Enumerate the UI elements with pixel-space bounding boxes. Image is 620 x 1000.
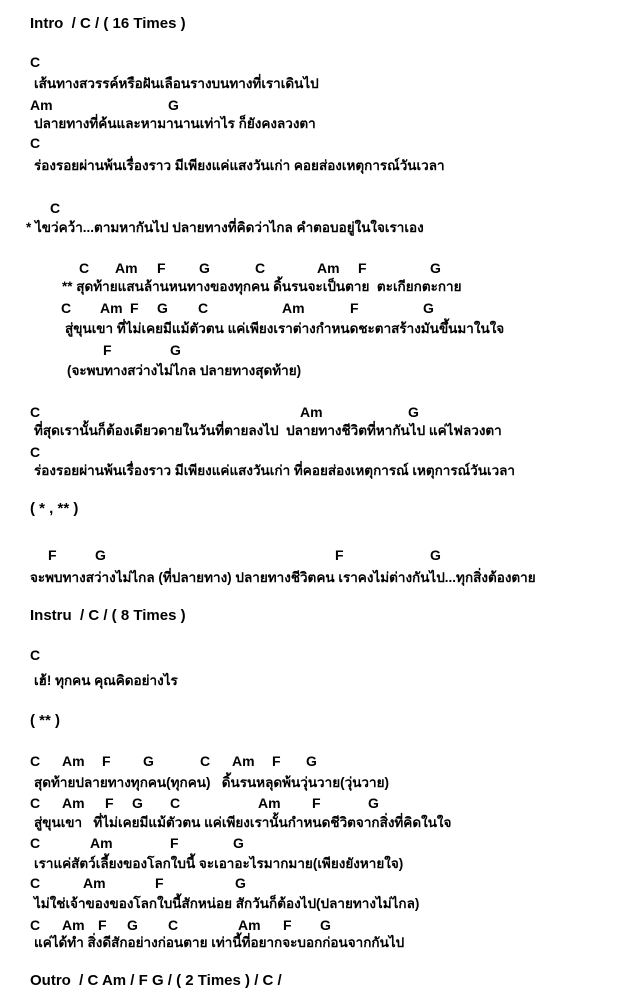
lyric-line [0,319,620,339]
lyric-line [0,671,620,691]
chord-label: C [61,300,72,316]
lyric-line [0,568,620,588]
chord-label: F [350,300,359,316]
chord-label: F [358,260,367,276]
chord-line [0,134,620,154]
chord-line [0,646,620,666]
chord-label: G [423,300,434,316]
chord-line [0,752,620,772]
chord-label: G [233,835,244,851]
lyric-text: สู่ขุนเขา ที่ไม่เคยมีแม้ตัวตน แค่เพียงเรานั้นกำหนดชีวิตจากสิ่งที่คิดในใจ [34,815,452,830]
chord-line [0,96,620,116]
chord-label: G [132,795,143,811]
chord-label: C [30,54,41,70]
lyric-line [0,461,620,481]
repeat-marker-text: ( * , ** ) [30,500,79,517]
chord-label: C [30,753,41,769]
lyric-text: * ไขว่คว้า...ตามหากันไป ปลายทางที่คิดว่าไกล คำตอบอยู่ในใจเราเอง [26,220,424,235]
lyric-line [0,277,620,297]
lyric-text: เส้นทางสวรรค์หรือฝันเลือนรางบนทางที่เราเดินไป [34,76,319,91]
chord-label: G [127,917,138,933]
chord-label: F [102,753,111,769]
lyric-text: ปลายทางที่ค้นและหามานานเท่าไร ก็ยังคงลวงตา [34,116,316,131]
chord-label: G [320,917,331,933]
chord-label: C [255,260,266,276]
section-header-line [0,971,620,991]
chord-line [0,341,620,361]
chord-label: G [430,547,441,563]
chord-label: Am [258,795,281,811]
lyric-line [0,421,620,441]
lyric-line [0,218,620,238]
lyric-text: ร่องรอยผ่านพ้นเรื่องราว มีเพียงแค่แสงวันเก่า ที่คอยส่องเหตุการณ์ เหตุการณ์วันเวลา [34,463,516,478]
chord-label: C [200,753,211,769]
chord-label: Am [300,404,323,420]
chord-label: G [199,260,210,276]
section-header-text: Instru / C / ( 8 Times ) [30,607,186,624]
lyric-line [0,933,620,953]
chord-label: C [198,300,209,316]
chord-label: Am [30,97,53,113]
chord-line [0,259,620,279]
chord-label: G [368,795,379,811]
chord-label: Am [90,835,113,851]
chord-label: C [30,835,41,851]
chord-label: Am [62,795,85,811]
lyric-text: เฮ้! ทุกคน คุณคิดอย่างไร [34,673,178,688]
chord-label: G [408,404,419,420]
lyric-text: จะพบทางสว่างไม่ไกล (ที่ปลายทาง) ปลายทางชีวิตคน เราคงไม่ต่างกันไป...ทุกสิ่งต้องตาย [30,570,536,585]
chord-label: C [30,444,41,460]
chord-label: C [79,260,90,276]
chord-label: C [30,917,41,933]
chord-label: Am [238,917,261,933]
chord-label: F [272,753,281,769]
chord-label: Am [62,917,85,933]
lyric-line [0,773,620,793]
chord-label: Am [232,753,255,769]
chord-label: G [168,97,179,113]
chord-line [0,199,620,219]
section-header-line [0,606,620,626]
section-header-text: Outro / C Am / F G / ( 2 Times ) / C / [30,972,282,989]
lyric-text: (จะพบทางสว่างไม่ไกล ปลายทางสุดท้าย) [67,363,302,378]
lyric-text: เราแค่สัตว์เลี้ยงของโลกใบนี้ จะเอาอะไรมากมาย(เพียงยังหายใจ) [34,856,404,871]
chord-line [0,794,620,814]
lyric-line [0,114,620,134]
lyric-text: ** สุดท้ายแสนล้านหนทางของทุกคน ดิ้นรนจะเป็นตาย ตะเกียกตะกาย [62,279,462,294]
lyric-line [0,854,620,874]
lyric-text: ร่องรอยผ่านพ้นเรื่องราว มีเพียงแค่แสงวันเก่า คอยส่องเหตุการณ์วันเวลา [34,158,445,173]
repeat-marker-line [0,499,620,519]
chord-line [0,546,620,566]
section-header-line [0,14,620,34]
chord-label: Am [317,260,340,276]
lyric-line [0,74,620,94]
chord-label: G [306,753,317,769]
chord-label: C [30,795,41,811]
lyric-line [0,156,620,176]
chord-label: F [103,342,112,358]
chord-label: Am [282,300,305,316]
chord-label: F [312,795,321,811]
chord-label: F [105,795,114,811]
chord-label: C [170,795,181,811]
chord-line [0,403,620,423]
repeat-marker-line [0,711,620,731]
chord-label: F [157,260,166,276]
lyric-text: สู่ขุนเขา ที่ไม่เคยมีแม้ตัวตน แค่เพียงเราต่างกำหนดชะตาสร้างมันขึ้นมาในใจ [65,321,505,336]
lyric-text: ไม่ใช่เจ้าของของโลกใบนี้สักหน่อย สักวันก็ต้องไป(ปลายทางไม่ไกล) [34,896,420,911]
lyric-line [0,813,620,833]
chord-label: F [130,300,139,316]
chord-label: C [30,875,41,891]
chord-label: G [143,753,154,769]
chord-label: F [155,875,164,891]
chord-label: G [235,875,246,891]
chord-label: G [430,260,441,276]
chord-label: F [283,917,292,933]
chord-line [0,443,620,463]
chord-label: G [95,547,106,563]
chord-label: F [170,835,179,851]
chord-label: C [168,917,179,933]
chord-label: F [98,917,107,933]
chord-label: Am [115,260,138,276]
lyric-text: สุดท้ายปลายทางทุกคน(ทุกคน) ดิ้นรนหลุดพ้นวุ่นวาย(วุ่นวาย) [34,775,390,790]
chord-line [0,834,620,854]
chord-label: G [157,300,168,316]
chord-label: C [30,404,41,420]
chord-label: C [50,200,61,216]
chord-label: C [30,647,41,663]
chord-label: Am [62,753,85,769]
chord-label: Am [100,300,123,316]
chord-label: Am [83,875,106,891]
chord-label: G [170,342,181,358]
lyric-text: แค่ได้ทำ สิ่งดีสักอย่างก่อนตาย เท่านี้ที่อยากจะบอกก่อนจากกันไป [34,935,405,950]
lyric-line [0,361,620,381]
chord-line [0,53,620,73]
chord-label: F [48,547,57,563]
section-header-text: Intro / C / ( 16 Times ) [30,15,186,32]
repeat-marker-text: ( ** ) [30,712,60,729]
lyric-line [0,894,620,914]
chord-line [0,299,620,319]
chord-line [0,874,620,894]
chord-label: C [30,135,41,151]
chord-label: F [335,547,344,563]
lyric-text: ที่สุดเรานั้นก็ต้องเดียวดายในวันที่ตายลงไป ปลายทางชีวิตที่หากันไป แค่ไฟลวงตา [34,423,502,438]
